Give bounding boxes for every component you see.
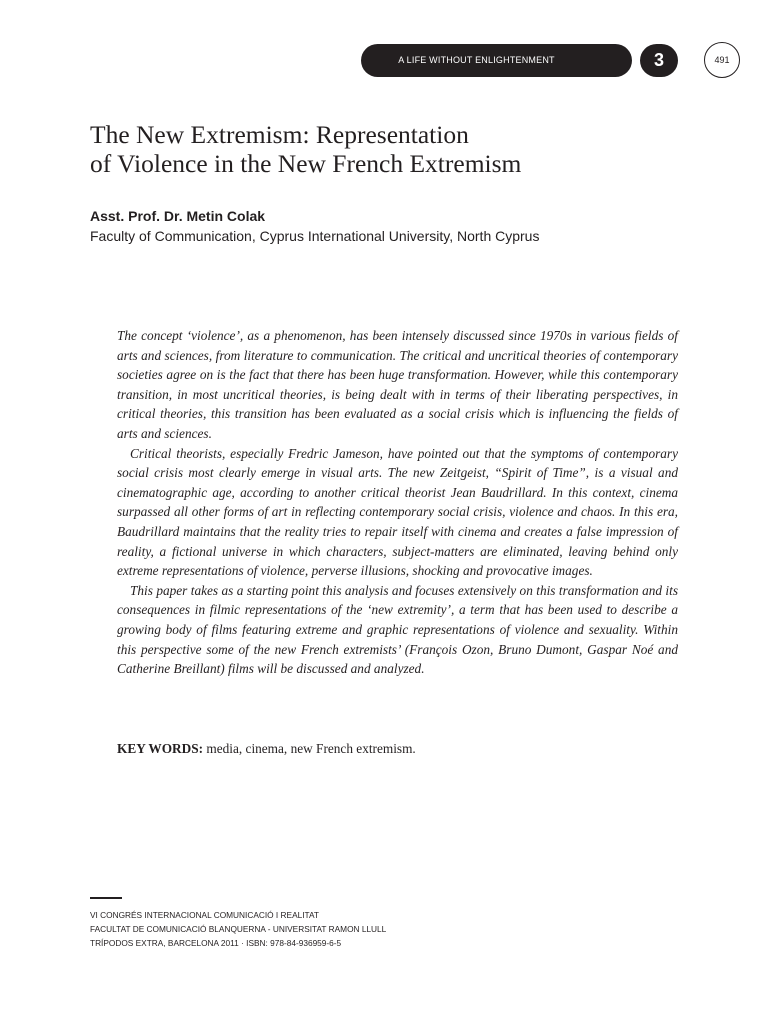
abstract-paragraph-1: The concept ‘violence’, as a phenomenon, has been intensely discussed since 1970s in various fields of arts and sciences, from literature to communication. The critical and uncritical theories of contemporary societies agree on is the fact that there has been huge transformation. However, while this contemporary transition, in most uncritical theories, is being dealt with in terms of their liberating perspectives, in critical theories, this transition has been evaluated as a social crisis which is influencing the fields of arts and sciences. [117,328,678,441]
abstract-paragraph-3: This paper takes as a starting point this analysis and focuses extensively on this transformation and its consequences in filmic representations of the ‘new extremity’, a term that has been used to describe a growing body of films featuring extreme and graphic representations of violence and sexuality. Within this perspective some of the new French extremists’ (François Ozon, Bruno Dumont, Gaspar Noé and Catherine Breillant) films will be discussed and analyzed. [117,582,678,677]
footer [90,908,386,950]
footer-line-3: TRÍPODOS EXTRA, BARCELONA 2011 · ISBN: 978-84-936959-6-5 [90,938,342,948]
abstract-paragraph-2: Critical theorists, especially Fredric Jameson, have pointed out that the symptoms of contemporary social crisis most clearly emerge in visual arts. The new Zeitgeist, “Spirit of Time”, is a visual and cinematographic age, according to another critical theorist Jean Baudrillard. In this context, cinema surpassed all other forms of art in reflecting contemporary social crisis, violence and chaos. In this era, Baudrillard maintains that the reality tries to repair itself with cinema and creates a false impression of reality, a fictional universe in which characters, subject-matters are eliminated, leaving behind only extreme representations of violence, perverse illusions, shocking and provocative images. [117,445,678,579]
chapter-number: 3 [640,44,678,77]
keywords-text: media, cinema, new French extremism. [203,741,416,756]
keywords [117,741,416,757]
running-header [361,44,632,77]
title-line-2: of Violence in the New French Extremism [90,149,522,178]
author-name: Asst. Prof. Dr. Metin Colak [90,208,266,224]
footer-divider [90,897,122,899]
running-title: A LIFE WITHOUT ENLIGHTENMENT [398,55,555,65]
keywords-label: KEY WORDS: [117,741,204,756]
paper-title [90,120,690,178]
author-affiliation: Faculty of Communication, Cyprus International University, North Cyprus [90,228,540,244]
footer-line-1: VI CONGRÉS INTERNACIONAL COMUNICACIÓ I REALITAT [90,910,319,920]
title-line-1: The New Extremism: Representation [90,120,469,149]
abstract [117,326,678,679]
page-number: 491 [704,42,740,78]
footer-line-2: FACULTAT DE COMUNICACIÓ BLANQUERNA - UNIVERSITAT RAMON LLULL [90,924,387,934]
